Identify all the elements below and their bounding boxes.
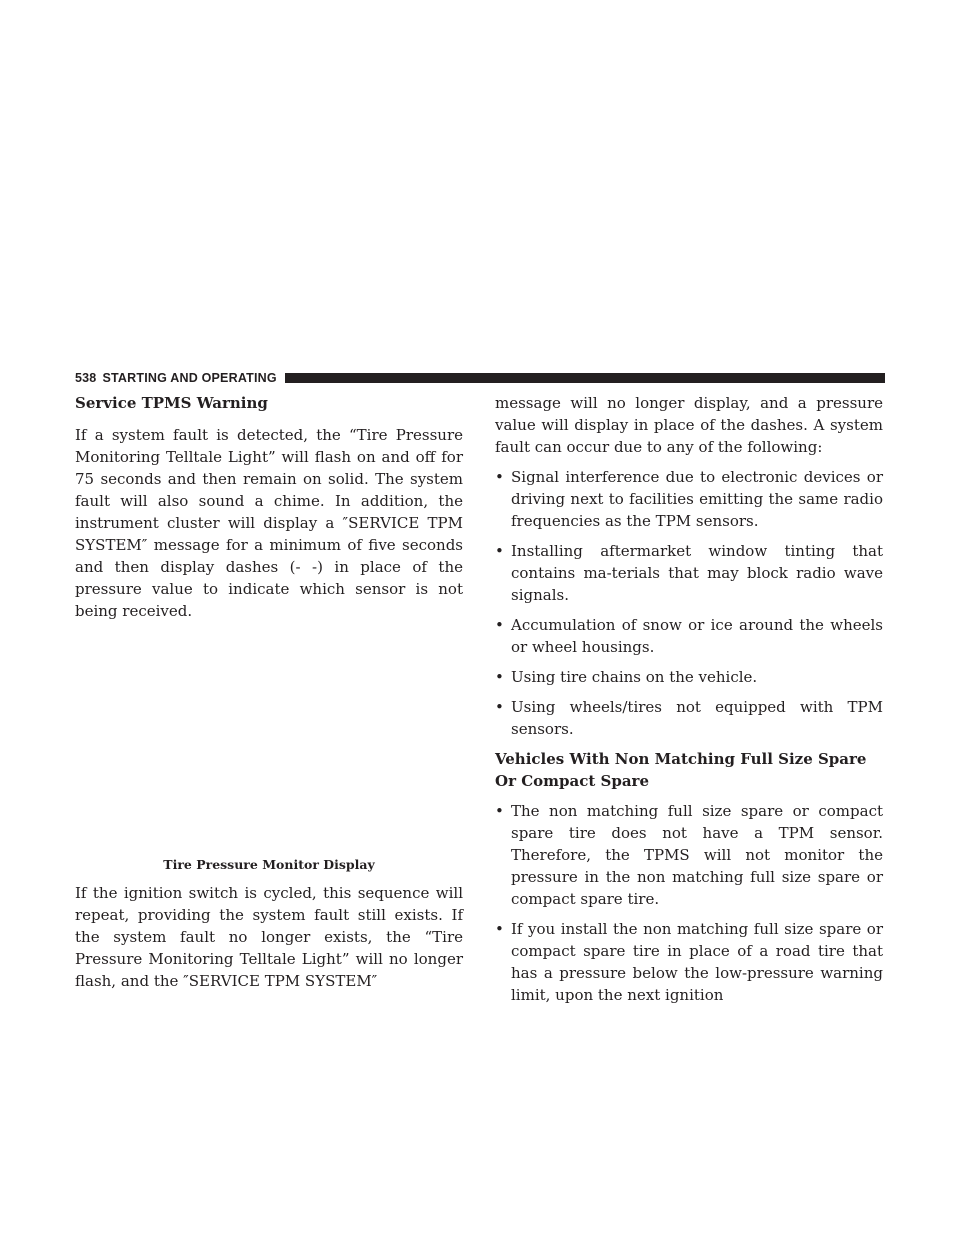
- figure-placeholder: [75, 630, 463, 856]
- left-paragraph-2: If the ignition switch is cycled, this sequence will repeat, providing the system fault still exists. If the system fault no longer exists, the “Tire Pressure Monitoring Telltale Light” will no longer flash, and the ″SERVICE TPM SYSTEM″: [75, 884, 463, 990]
- spare-tire-list: [495, 800, 883, 1006]
- list-item: • Installing aftermarket window tinting that contains ma-terials that may block radio wave signals.: [495, 542, 883, 604]
- list-item: • If you install the non matching full size spare or compact spare tire in place of a road tire that has a pressure below the low-pressure warning limit, upon the next ignition: [495, 920, 883, 1004]
- bullet-icon: •: [495, 542, 504, 560]
- bullet-icon: •: [495, 616, 504, 634]
- bullet-icon: •: [495, 920, 504, 938]
- header-rule: [285, 373, 885, 383]
- section-title: STARTING AND OPERATING: [102, 371, 277, 385]
- bullet-icon: •: [495, 698, 504, 716]
- left-column: [75, 392, 463, 1000]
- right-paragraph-1: message will no longer display, and a pressure value will display in place of the dashes. A system fault can occur due to any of the following:: [495, 394, 883, 456]
- fault-causes-list: [495, 466, 883, 740]
- list-item: • Using tire chains on the vehicle.: [495, 668, 758, 686]
- spare-tire-heading: Vehicles With Non Matching Full Size Spare Or Compact Spare: [495, 750, 867, 790]
- list-item: • Using wheels/tires not equipped with TPM sensors.: [495, 698, 883, 738]
- figure-caption: Tire Pressure Monitor Display: [163, 857, 375, 872]
- page-number: 538: [75, 371, 97, 385]
- service-tpms-heading: Service TPMS Warning: [75, 394, 268, 412]
- list-item: • Accumulation of snow or ice around the wheels or wheel housings.: [495, 616, 883, 656]
- left-paragraph-1: If a system fault is detected, the “Tire Pressure Monitoring Telltale Light” will flash on and off for 75 seconds and then remain on solid. The system fault will also sound a chime. In addition, the instrument cluster will display a ″SERVICE TPM SYSTEM″ message for a minimum of five seconds and then display dashes (- -) in place of the pressure value to indicate which sensor is not being received.: [75, 426, 463, 620]
- list-item: • The non matching full size spare or compact spare tire does not have a TPM sensor. Therefore, the TPMS will not monitor the pressure in the non matching full size spare or compact spare tire.: [495, 802, 883, 908]
- bullet-icon: •: [495, 802, 504, 820]
- bullet-icon: •: [495, 668, 504, 686]
- list-item: • Signal interference due to electronic devices or driving next to facilities emitting the same radio frequencies as the TPM sensors.: [495, 468, 883, 530]
- page-header: [75, 370, 885, 386]
- right-column: [495, 392, 883, 1014]
- bullet-icon: •: [495, 468, 504, 486]
